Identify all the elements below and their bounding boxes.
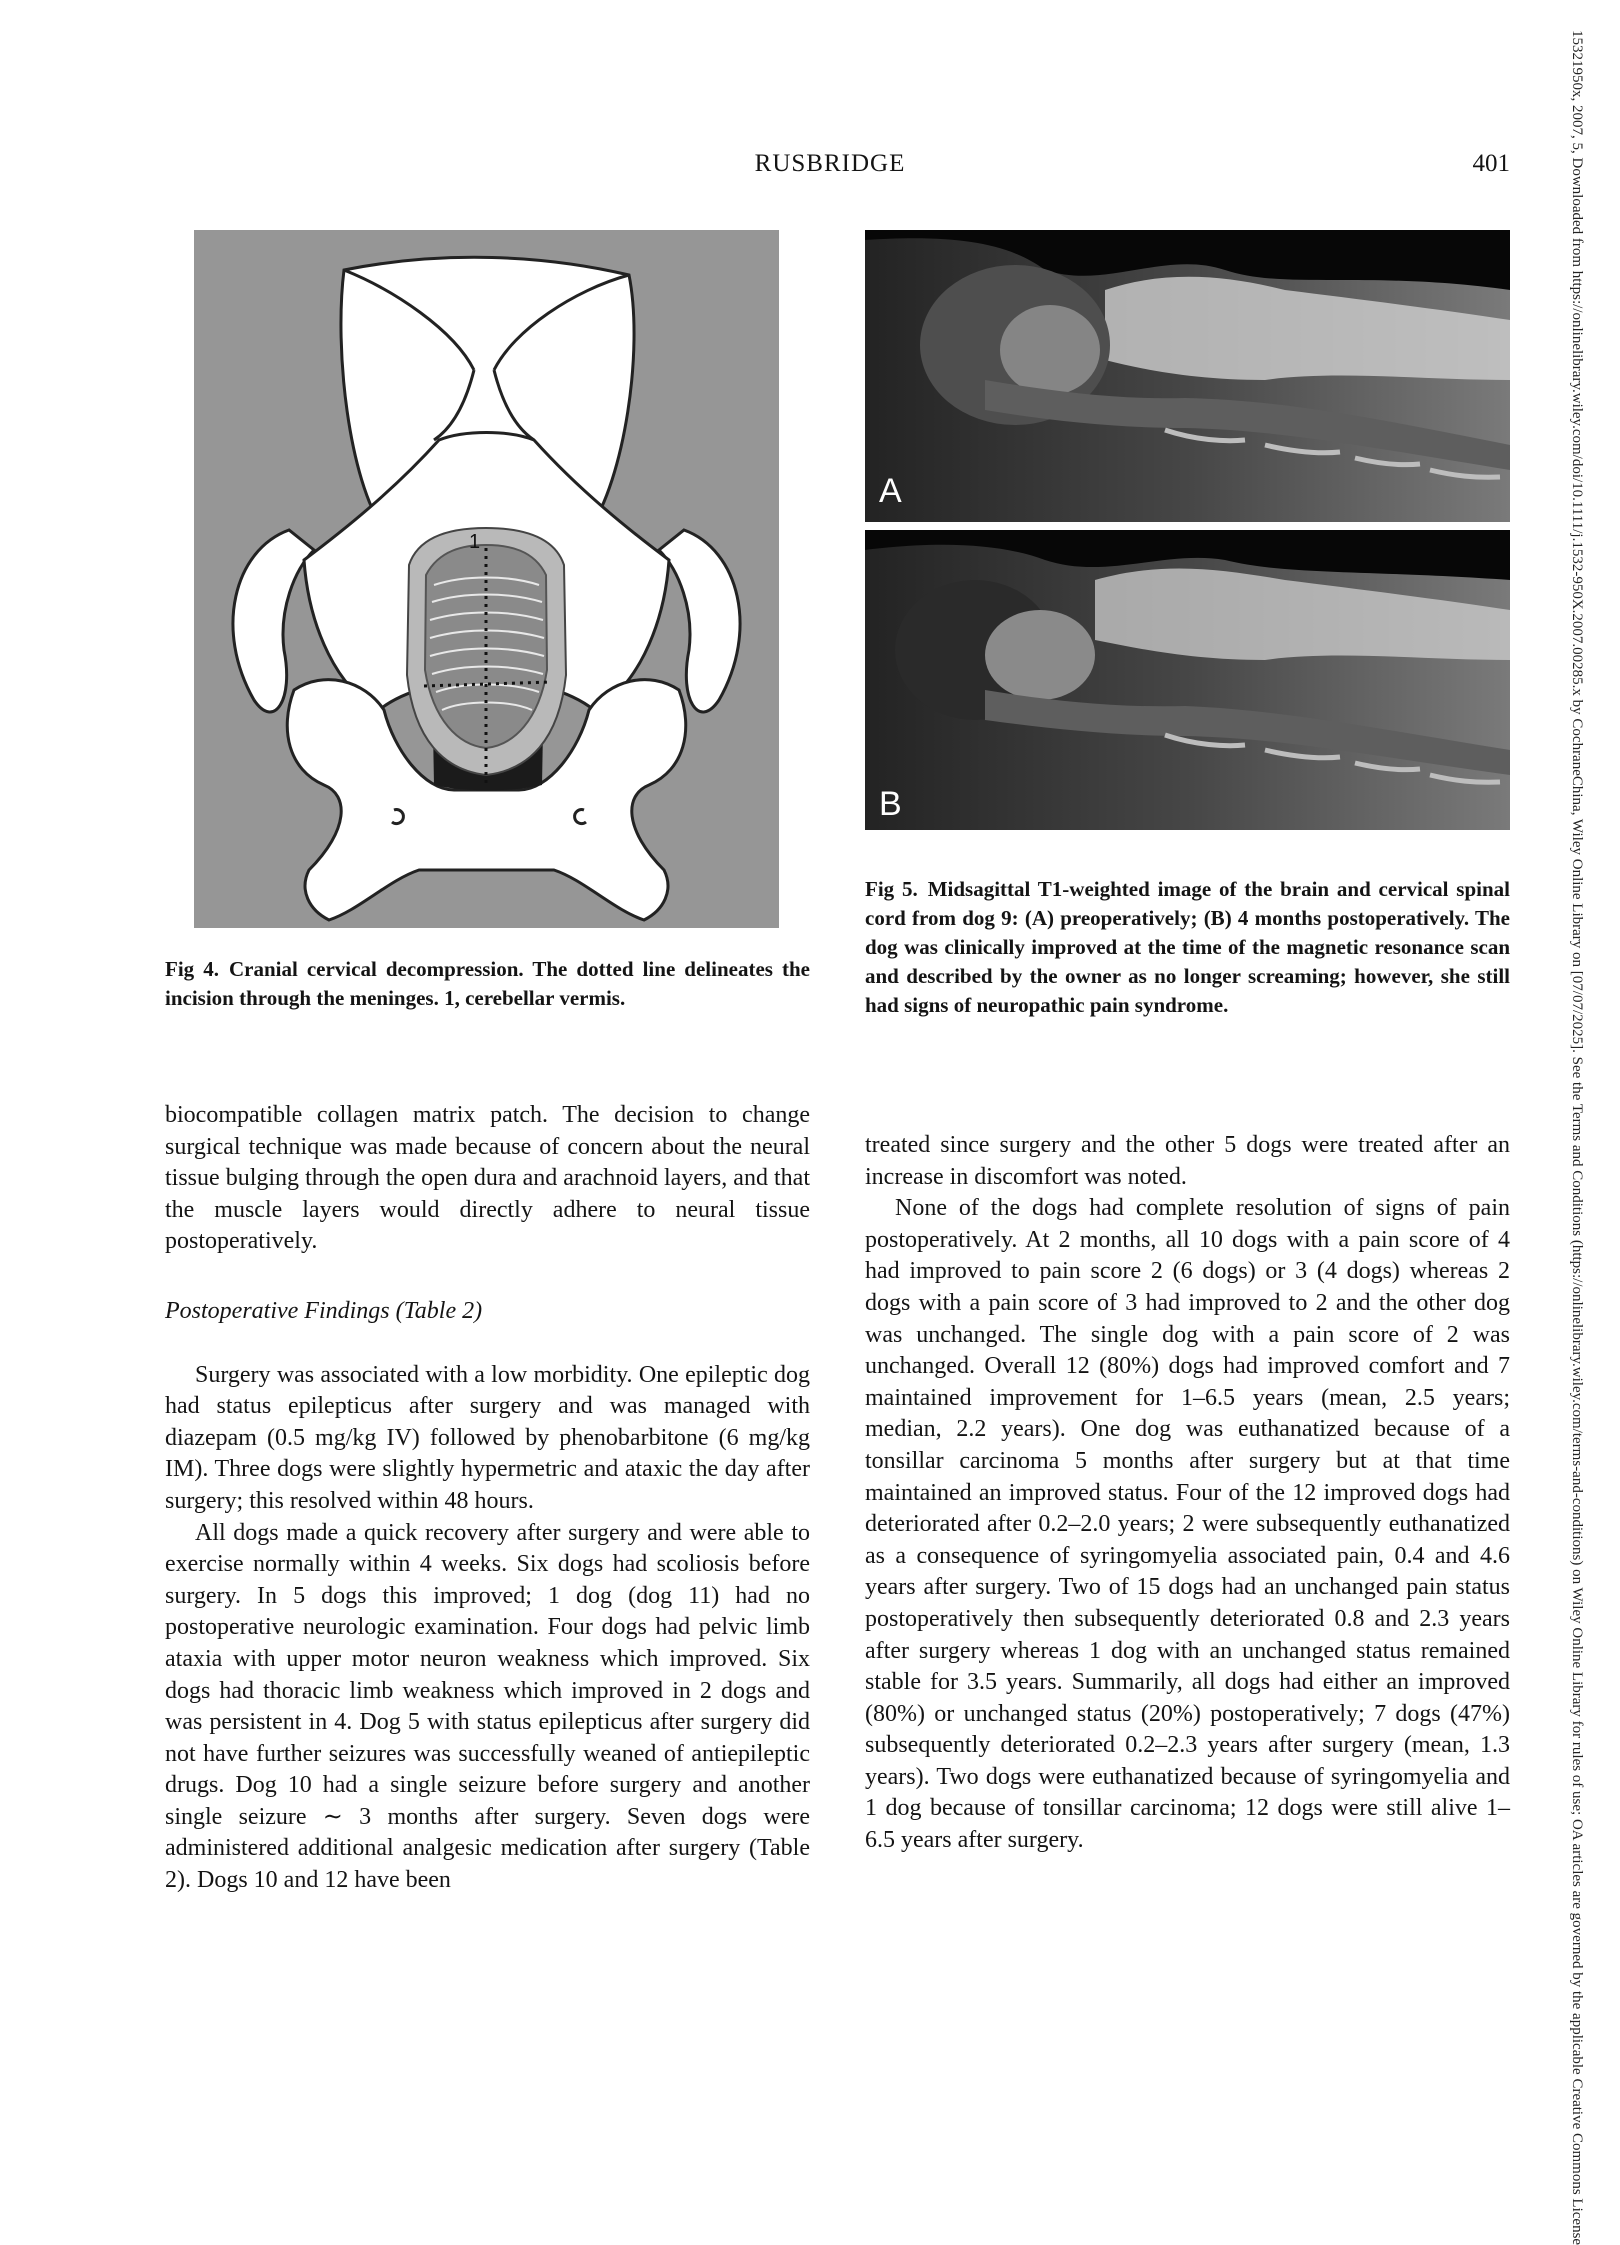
figure-4-illustration xyxy=(194,230,779,928)
figure-5-mri-panels xyxy=(865,230,1510,830)
panel-a-label: A xyxy=(879,472,902,510)
download-notice-sidebar xyxy=(1558,30,1598,2245)
running-head: RUSBRIDGE xyxy=(754,150,906,177)
paragraph: Surgery was associated with a low morbidity. One epileptic dog had status epilepticus after surgery and was managed with diazepam (0.5 mg/kg IV) followed by phenobarbitone (6 mg/kg IM). Three dogs were slightly hypermetric and ataxic the day after surgery; this resolved within 48 hours. xyxy=(165,1361,810,1514)
figure-5-caption-label: Fig 5. xyxy=(865,877,918,901)
paragraph: All dogs made a quick recovery after surgery and were able to exercise normally within 4 weeks. Six dogs had scoliosis before surgery. In 5 dogs this improved; 1 dog (dog 11) had no postoperative neurologic examination. Four dogs had pelvic limb ataxia with upper motor neuron weakness which improved. Six dogs had thoracic limb weakness which improved in 2 dogs and was persistent in 4. Dog 5 with status epilepticus after surgery did not have further seizures was successfully weaned of antiepileptic drugs. Dog 10 had a single seizure before surgery and another single seizure ∼ 3 months after surgery. Seven dogs were administered additional analgesic medication after surgery (Table 2). Dogs 10 and 12 have been xyxy=(165,1519,810,1894)
panel-b-label: B xyxy=(879,785,902,823)
figure-4-caption-label: Fig 4. xyxy=(165,957,219,981)
paragraph: None of the dogs had complete resolution of signs of pain postoperatively. At 2 months, all 10 dogs with a pain score of 4 had improved to pain score 2 (6 dogs) or 3 (4 dogs) whereas 2 dogs with a pain score of 3 had improved to 2 and the other dog was unchanged. The single dog with a pain score of 2 was unchanged. Overall 12 (80%) dogs had improved comfort and 7 maintained improvement for 1–6.5 years (mean, 2.5 years; median, 2.2 years). One dog was euthanatized because of a tonsillar carcinoma 5 months after surgery but at that time maintained an improved status. Four of the 12 improved dogs had deteriorated after 0.2–2.0 years; 2 were subsequently euthanatized as a consequence of syringomyelia associated pain, 0.4 and 4.6 years after surgery. Two of 15 dogs had an unchanged pain status postoperatively then subsequently deteriorated 0.8 and 2.3 years after surgery whereas 1 dog with an unchanged status remained stable for 3.5 years. Summarily, all dogs had either an improved (80%) or unchanged status (20%) postoperatively; 7 dogs (47%) subsequently deteriorated 0.2–2.3 years after surgery (mean, 1.3 years). Two dogs were euthanatized because of syringomyelia and 1 dog because of tonsillar carcinoma; 12 dogs were still alive 1–6.5 years after surgery. xyxy=(865,1195,1510,1854)
figure-5-caption xyxy=(865,875,1510,1020)
figure-5-caption-text: Midsagittal T1-weighted image of the brain and cervical spinal cord from dog 9: (A) preoperatively; (B) 4 months postoperatively. The dog was clinically improved at the time of the magnetic resonance scan and described by the owner as no longer screaming; however, she still had signs of neuropathic pain syndrome. xyxy=(865,877,1511,1017)
page-number: 401 xyxy=(1472,150,1510,177)
figure-4-caption xyxy=(165,955,810,1013)
figure-4-caption-text: Cranial cervical decompression. The dotted line delineates the incision through the meninges. 1, cerebellar vermis. xyxy=(165,957,810,1010)
left-column xyxy=(165,1100,810,1897)
right-column xyxy=(865,1130,1510,1857)
download-notice-text: 15321950x, 2007, 5, Downloaded from https://onlinelibrary.wiley.com/doi/10.1111/j.1532-950X.2007.00285.x by CochraneChina, Wiley Online Library on [07/07/2025]. See the Terms and Conditions (https://onlinelibrary.wiley.com/terms-and-conditions) on Wiley Online Library for rules of use; OA articles are governed by the applicable Creative Commons License xyxy=(1569,30,1585,2245)
paragraph-continued-left: biocompatible collagen matrix patch. The decision to change surgical technique was made because of concern about the neural tissue bulging through the open dura and arachnoid layers, and that the muscle layers would directly adhere to neural tissue postoperatively. xyxy=(165,1102,810,1255)
paragraph-continued-right: treated since surgery and the other 5 dogs were treated after an increase in discomfort was noted. xyxy=(865,1132,1510,1190)
vermis-label: 1 xyxy=(469,531,481,553)
section-heading: Postoperative Findings (Table 2) xyxy=(165,1297,483,1324)
